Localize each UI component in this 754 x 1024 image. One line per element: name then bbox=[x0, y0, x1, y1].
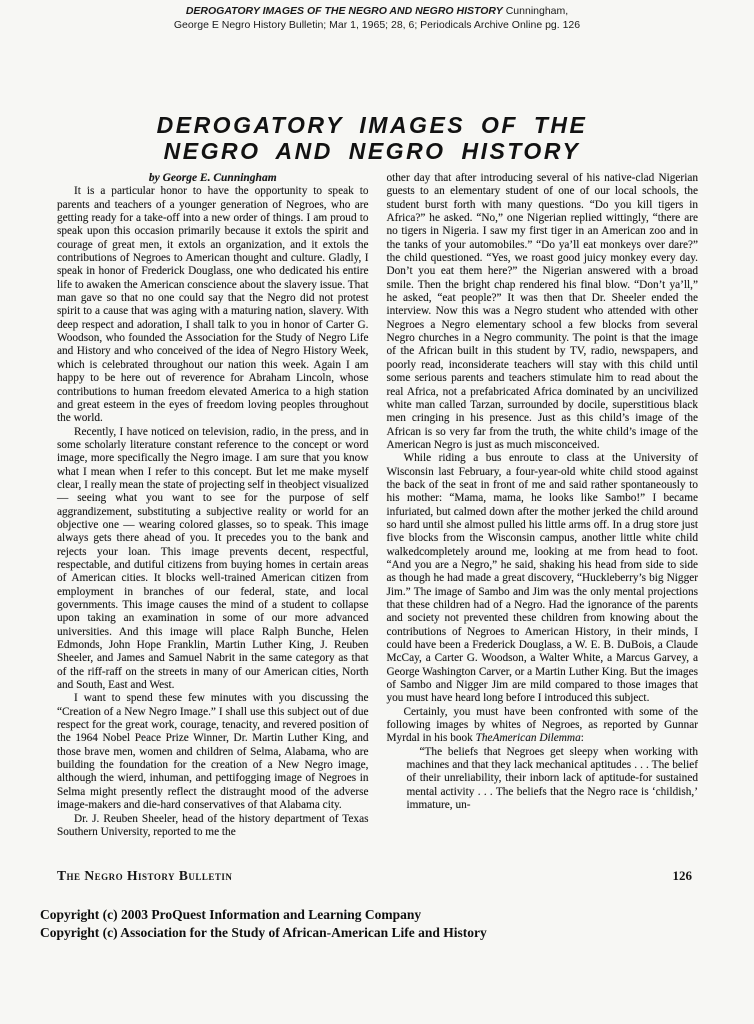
citation-line-1 bbox=[0, 5, 754, 19]
citation-line-2: George E Negro History Bulletin; Mar 1, 1965; 28, 6; Periodicals Archive Online pg. 126 bbox=[173, 18, 581, 31]
article-title-line-2: NEGRO AND NEGRO HISTORY bbox=[163, 138, 581, 164]
copyright-line-1: Copyright (c) 2003 ProQuest Information and Learning Company bbox=[40, 907, 422, 922]
paragraph-text: : bbox=[580, 732, 584, 745]
paragraph-text: Certainly, you must have been confronted with some of the following images by whites of Negroes, as reported by Gunnar Myrdal in his book bbox=[386, 705, 698, 745]
page-number: 126 bbox=[672, 868, 692, 883]
article-body bbox=[57, 172, 698, 839]
book-title: TheAmerican Dilemma bbox=[475, 732, 581, 745]
journal-name: The Negro History Bulletin bbox=[57, 868, 233, 883]
journal-footer bbox=[57, 868, 692, 884]
copyright-block bbox=[40, 906, 734, 941]
byline: by George E. Cunningham bbox=[148, 172, 277, 184]
paragraph: Dr. J. Reuben Sheeler, head of the history department of Texas Southern University, reported to me the bbox=[57, 812, 369, 838]
paragraph: Recently, I have noticed on television, radio, in the press, and in some scholarly literature constant reference to the concept or word image, more specifically the Negro image. I am sure that you know what I mean when I refer to this concept. But let me make myself clear, I really mean the state of projecting self in theobject visualized — seeing what you want to see for the purpose of self aggrandizement, substituting a subjective reality or world for an objective one — wearing colored glasses, so to speak. This image always gets there ahead of you. It precedes you to the bank and rejects your loan. This image prevents decent, respectful, respectable, and dutiful citizens from buying homes in certain areas of American cities. It blocks well-trained American citizen from employment in branches of our federal, state, and local governments. This image causes the mind of a student to collapse upon taking an examination in some of our more advanced universities. And this image will place Ralph Bunche, Helen Edmonds, John Hope Franklin, Martin Luther King, J. Reuben Sheeler, and James and Samuel Nabrit in the same category as that of the riff-raff on the streets in many of our American cities, North and South, East and West. bbox=[57, 425, 369, 692]
paragraph: I want to spend these few minutes with you discussing the “Creation of a New Negro Image.” I shall use this subject out of due respect for the great work, courage, tenacity, and revered position of the 1964 Nobel Peace Prize Winner, Dr. Martin Luther King, and those brave men, women and children of Selma, Alabama, who are building the foundation for the creation of a New Negro image, although the wierd, inhuman, and pettifogging image of Negroes in Selma might presently reflect the distraught mood of the adverse image-makers and die-hard conservatives of that Alabama city. bbox=[57, 692, 369, 812]
paragraph: While riding a bus enroute to class at the University of Wisconsin last February, a four-year-old white child stood against the back of the seat in front of me and said rather spontaneously to his mother: “Mama, mama, he looks like Sambo!” I became infuriated, but calmed down after the mother jerked the child around so hard until she almost pulled his little arms off. In a drug store just five blocks from the Wisconsin campus, another little white child walkedcompletely around me, looking at me from head to foot. “And you are a Negro,” he said, shaking his head from side to side as though he had made a great discovery, “Huckleberry’s big Nigger Jim.” The image of Sambo and Jim was the only mental projections that these children had of a Negro. Had the ignorance of the parents and society not prevented these children from knowing about the contributions of Negroes to American History, in their minds, I could have been a Frederick Douglass, a W. E. B. DuBois, a Claude McCay, a Carter G. Woodson, a Walter White, a Marcus Garvey, a George Washington Carver, or a Martin Luther King. But the images of Sambo and Nigger Jim are mild compared to those images that you must have heard long before I introduced this subject. bbox=[386, 452, 698, 705]
citation-author: Cunningham, bbox=[502, 5, 569, 17]
proquest-citation-header bbox=[0, 5, 754, 32]
block-quote: “The beliefs that Negroes get sleepy when working with machines and that they lack mechanical aptitudes . . . The belief of their unreliability, their inborn lack of aptitude-for sustained mental activity . . . The beliefs that the Negro race is ‘childish,’ immature, un- bbox=[406, 745, 698, 812]
copyright-line-2: Copyright (c) Association for the Study of African-American Life and History bbox=[40, 924, 487, 940]
citation-title: DEROGATORY IMAGES OF THE NEGRO AND NEGRO HISTORY bbox=[185, 5, 503, 17]
paragraph-continuation: other day that after introducing several of his native-clad Nigerian guests to an elementary student of one of our local schools, the student burst forth with many questions. “Do you kill tigers in Africa?” he asked. “No,” one Nigerian replied wittingly, “there are no tigers in Nigeria. I saw my first tiger in an American zoo and in the tanks of your automobiles.” “Do ya’ll eat monkeys over dare?” the child questioned. “Yes, we roast good juicy monkey every day. Don’t you eat them here?” the Nigerian answered with a broad smile. Then the bright chap rendered his final blow. “Don’t ya’ll,” he asked, “eat people?” It was then that Dr. Sheeler ended the interview. Now this was a Negro student who attended with other Negroes a Negro elementary school a few blocks from several Negro churches in a Negro community. The point is that the image of the African built in this student by TV, radio, newspapers, and poorly read, inconsiderate teachers will stay with this child until some serious parents and teachers stimulate him to read about the real Africa, not a prefabricated Africa dominated by an uncivilized white man called Tarzan, surrounded by docile, superstitious black men cringing in his presence. Just as this child’s image of the African is so very far from the truth, the white child’s image of the American Negro is just as much misconceived. bbox=[386, 172, 698, 451]
right-column bbox=[387, 172, 699, 839]
paragraph bbox=[387, 706, 699, 746]
article-title bbox=[0, 112, 744, 164]
article-title-line-1: DEROGATORY IMAGES OF THE bbox=[156, 112, 588, 138]
paragraph: It is a particular honor to have the opportunity to speak to parents and teachers of a younger generation of Negroes, who are getting ready for a take-off into a new order of things. I am proud to speak upon this occasion primarily because it extols the spirit and courage of great men, it extols an organization, and it extols the contributions of Negroes to American thought and culture. Gladly, I speak in honor of Frederick Douglass, one who dedicated his entire life to awaken the American conscience about the slavery issue. That man gave so that no one could say that the Negro did not protest spirit to a cause that was aging with a maturing nation, slavery. With deep respect and adoration, I shall talk to you in honor of Carter G. Woodson, who founded the Association for the Study of Negro Life and History and who conceived of the idea of Negro History Week, which is celebrated throughout our nation this week. Again I am happy to be here out of reverence for Abraham Lincoln, whose contributions to human freedom elevated America to a high station and great esteem in the eyes of freedom loving peoples throughout the world. bbox=[57, 185, 369, 425]
left-column bbox=[57, 172, 369, 839]
